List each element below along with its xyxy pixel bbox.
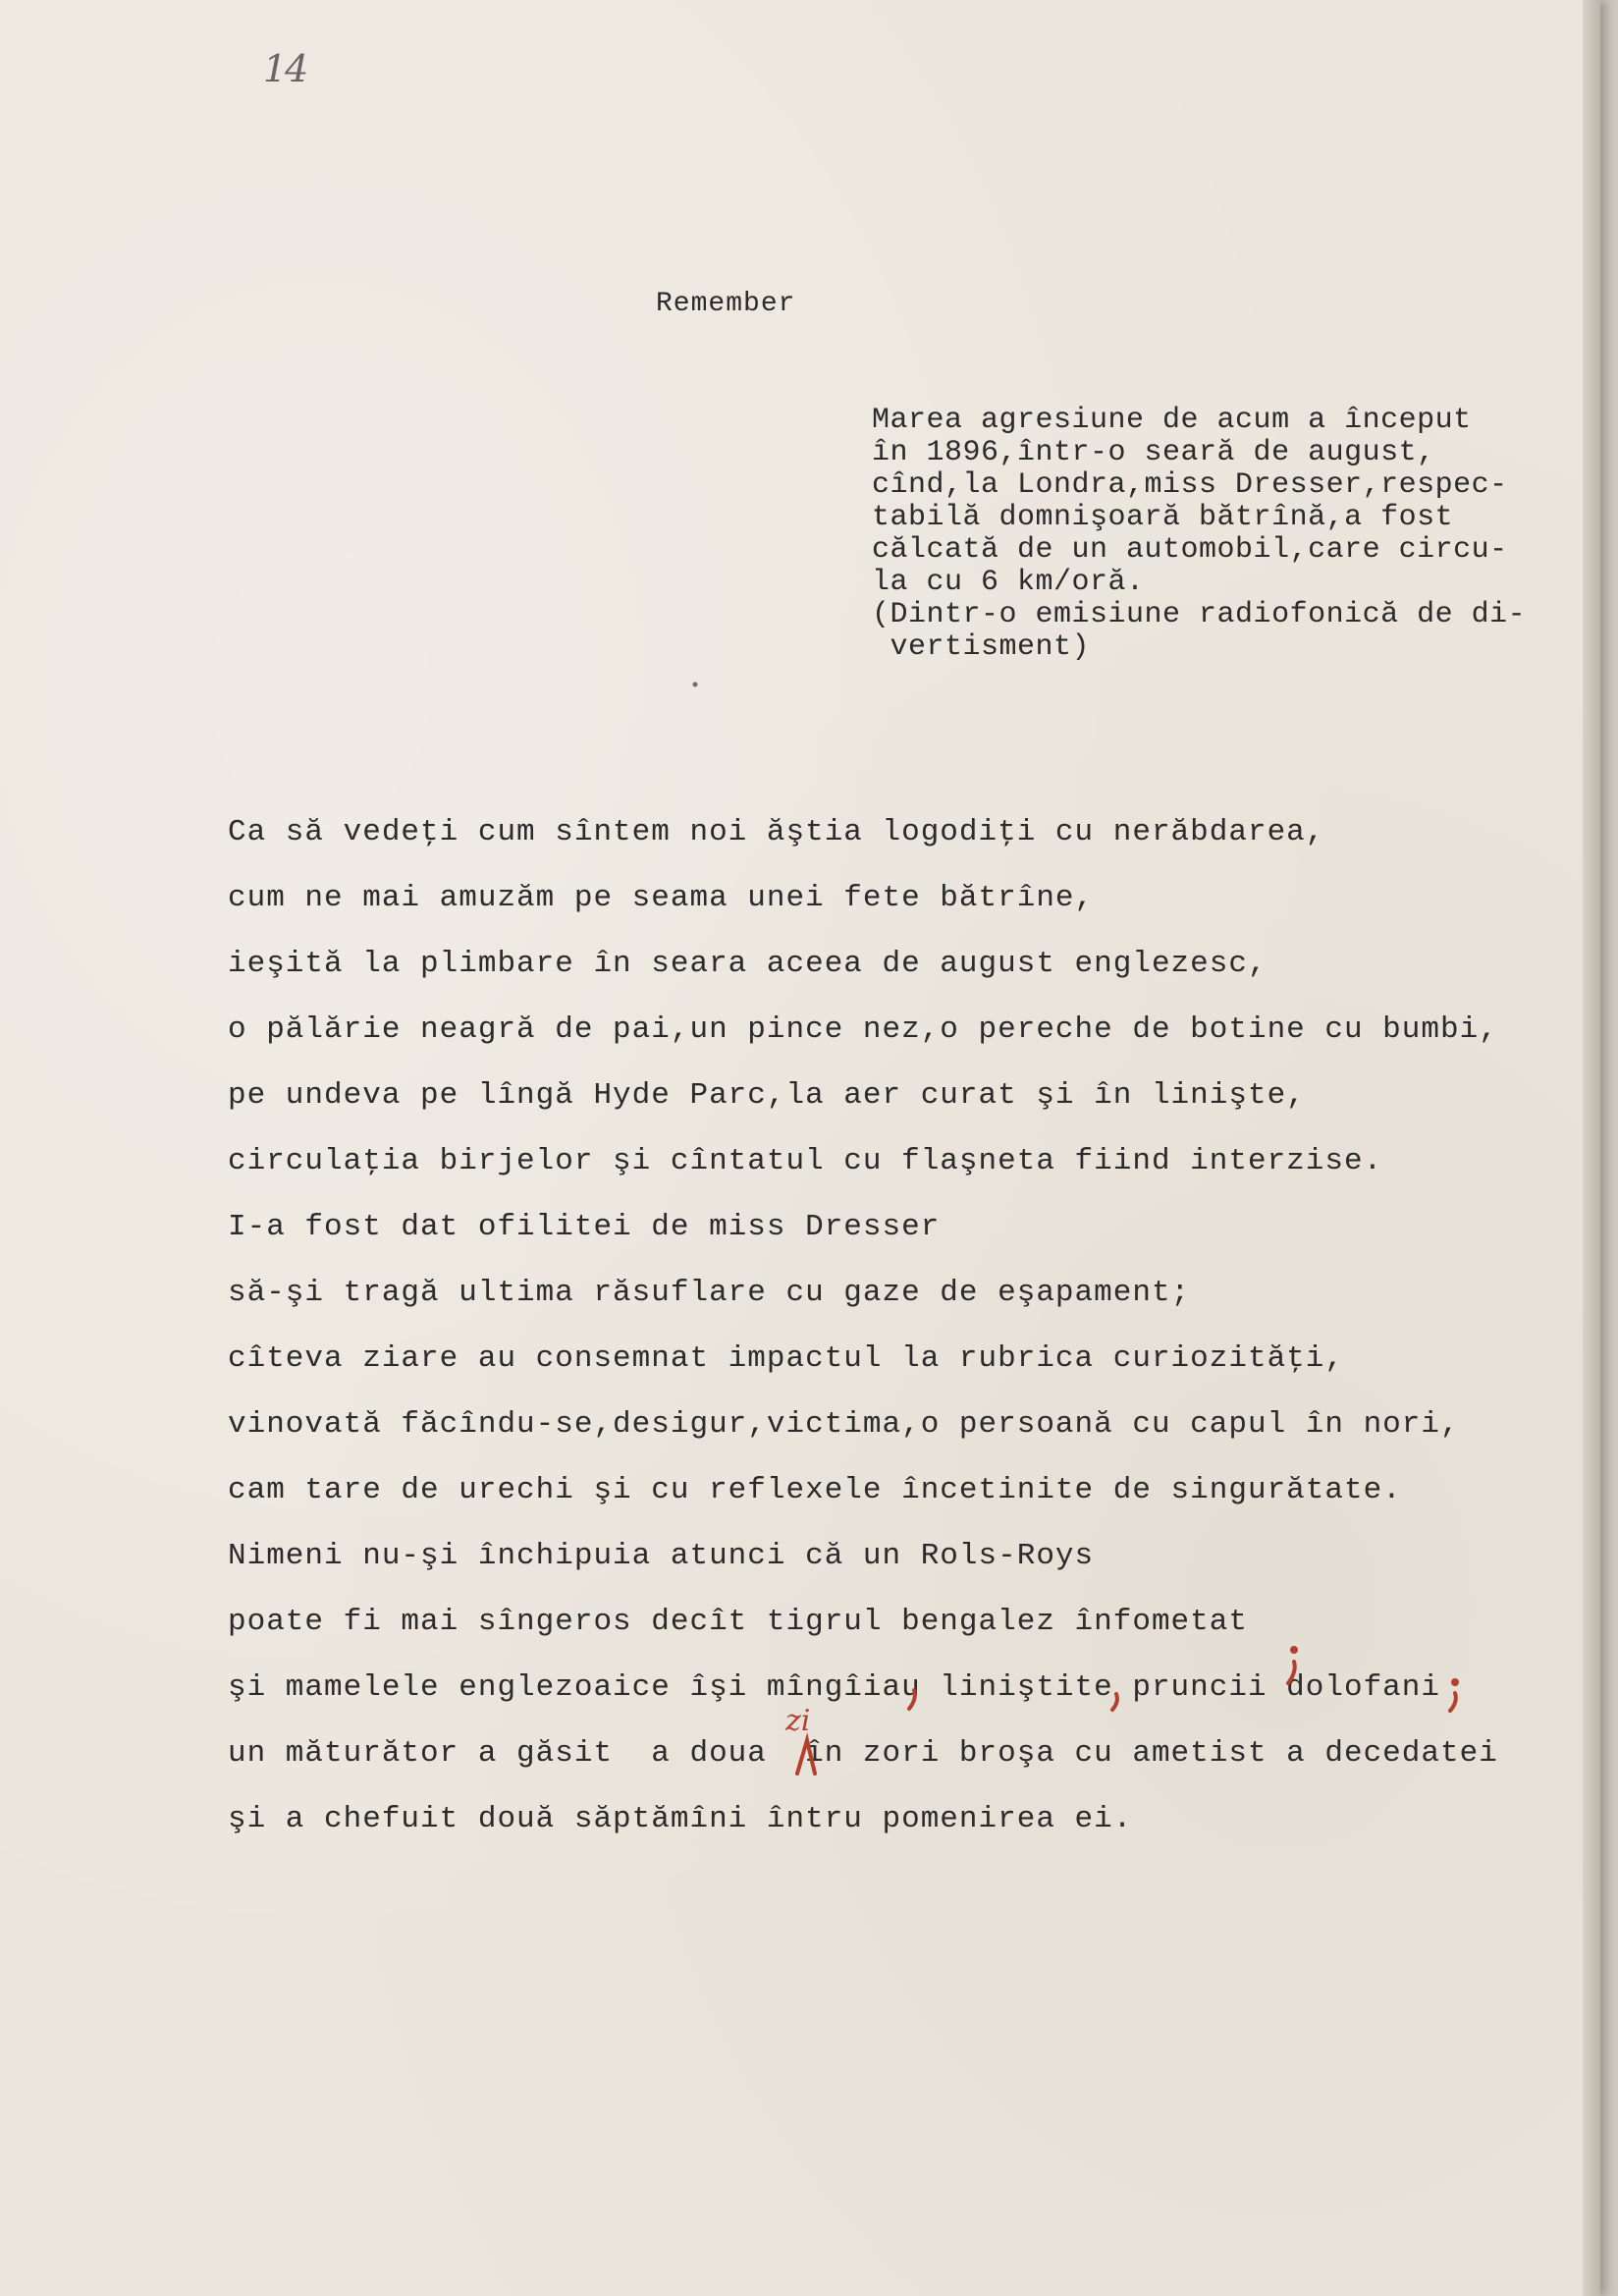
epigraph-line: Marea agresiune de acum a început	[872, 404, 1472, 437]
ink-dot	[693, 683, 698, 687]
poem-line: ieşită la plimbare în seara aceea de august englezesc,	[228, 947, 1267, 981]
poem-line: şi mamelele englezoaice îşi mîngîiau liniştite pruncii dolofani	[228, 1670, 1440, 1705]
poem-line: cum ne mai amuzăm pe seama unei fete bătrîne,	[228, 881, 1095, 915]
page-edge	[1583, 0, 1600, 2296]
poem-line: şi a chefuit două săptămîni întru pomenirea ei.	[228, 1802, 1133, 1836]
epigraph	[872, 405, 1579, 664]
inserted-word: zi	[785, 1704, 811, 1738]
poem-line: o pălărie neagră de pai,un pince nez,o pereche de botine cu bumbi,	[228, 1012, 1498, 1047]
epigraph-line: călcată de un automobil,care circu-	[872, 533, 1508, 567]
poem-line: I-a fost dat ofilitei de miss Dresser	[228, 1210, 941, 1244]
poem-title: Remember	[656, 289, 796, 319]
poem-line: Nimeni nu-şi închipuia atunci că un Rols-Roys	[228, 1539, 1095, 1573]
poem-line: cam tare de urechi şi cu reflexele încetinite de singurătate.	[228, 1473, 1402, 1507]
poem-line: vinovată făcîndu-se,desigur,victima,o persoană cu capul în nori,	[228, 1407, 1460, 1442]
poem-line: Ca să vedeţi cum sîntem noi ăştia logodiţi cu nerăbdarea,	[228, 815, 1325, 849]
poem-line: să-şi tragă ultima răsuflare cu gaze de eşapament;	[228, 1276, 1191, 1310]
poem-line: cîteva ziare au consemnat impactul la rubrica curiozităţi,	[228, 1341, 1344, 1376]
poem-line: pe undeva pe lîngă Hyde Parc,la aer curat şi în linişte,	[228, 1078, 1306, 1113]
poem-body	[228, 811, 1563, 1864]
epigraph-line: în 1896,într-o seară de august,	[872, 436, 1435, 469]
poem-line: poate fi mai sîngeros decît tigrul bengalez înfometat	[228, 1605, 1248, 1639]
page-number: 14	[263, 47, 307, 90]
epigraph-line: cînd,la Londra,miss Dresser,respec-	[872, 468, 1508, 502]
epigraph-line: la cu 6 km/oră.	[872, 566, 1145, 599]
epigraph-line: vertisment)	[872, 630, 1091, 664]
epigraph-line: tabilă domnişoară bătrînă,a fost	[872, 501, 1454, 534]
poem-line: un măturător a găsit a doua în zori broşa cu ametist a decedatei	[228, 1736, 1498, 1771]
poem-line: circulaţia birjelor şi cîntatul cu flaşneta fiind interzise.	[228, 1144, 1383, 1178]
epigraph-line: (Dintr-o emisiune radiofonică de di-	[872, 598, 1527, 631]
